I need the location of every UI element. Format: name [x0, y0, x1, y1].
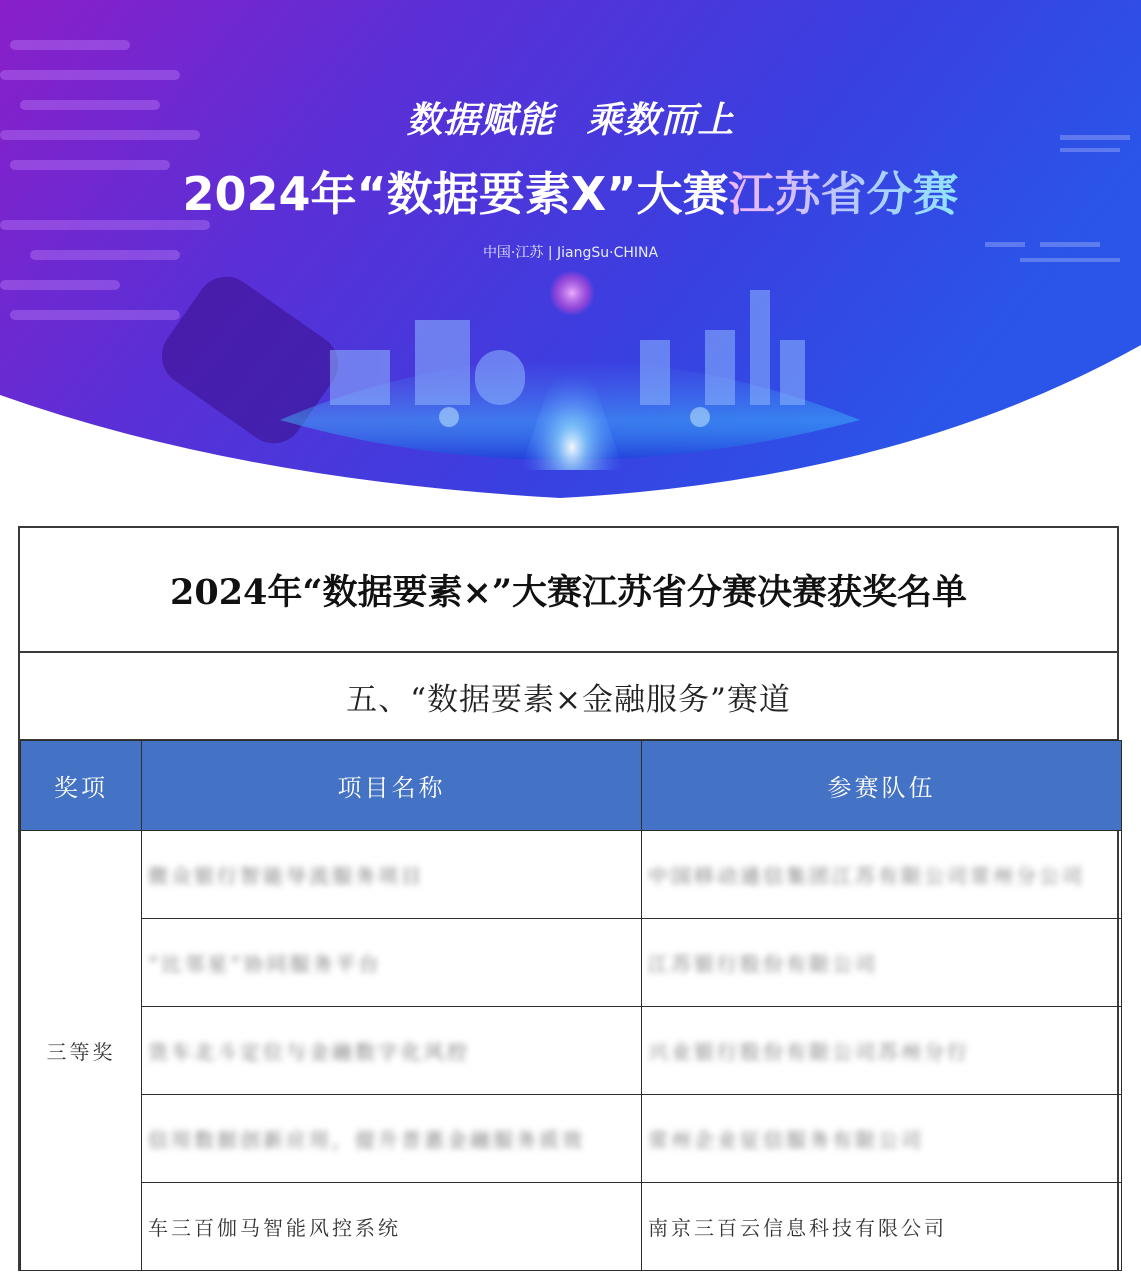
- award-level-cell: 三等奖: [21, 831, 142, 1271]
- event-title-accent: 江苏省分赛: [728, 167, 959, 221]
- project-name: 车三百伽马智能风控系统: [148, 1216, 401, 1240]
- award-table: [20, 740, 1122, 1271]
- team-name: 江苏银行股份有限公司: [648, 952, 878, 976]
- table-header-row: [21, 741, 1122, 831]
- column-header-project: 项目名称: [142, 741, 642, 831]
- event-slogan: [0, 92, 1141, 143]
- event-location: 中国·江苏 | JiangSu·CHINA: [482, 245, 659, 261]
- table-row: [21, 831, 1122, 919]
- table-row: [21, 1183, 1122, 1271]
- event-title-main: 2024年“数据要素X”大赛: [182, 167, 729, 221]
- project-name-cell: [142, 1183, 642, 1271]
- team-name: 南京三百云信息科技有限公司: [648, 1216, 947, 1240]
- project-name: 货车北斗定位与金融数字化风控: [148, 1040, 470, 1064]
- event-title: [0, 158, 1141, 224]
- team-name-cell: [642, 1095, 1122, 1183]
- project-name-cell: [142, 831, 642, 919]
- track-title: 五、“数据要素×金融服务”赛道: [20, 653, 1117, 740]
- team-name: 兴业银行股份有限公司苏州分行: [648, 1040, 970, 1064]
- team-name-cell: [642, 1007, 1122, 1095]
- project-name: 微众银行智能导流服务项目: [148, 864, 424, 888]
- column-header-award: 奖项: [21, 741, 142, 831]
- team-name: 常州企业征信服务有限公司: [648, 1128, 924, 1152]
- project-name-cell: [142, 919, 642, 1007]
- team-name-cell: [642, 919, 1122, 1007]
- document-title: 2024年“数据要素×”大赛江苏省分赛决赛获奖名单: [20, 528, 1117, 653]
- team-name-cell: [642, 1183, 1122, 1271]
- team-name-cell: [642, 831, 1122, 919]
- slogan-left: 数据赋能: [406, 100, 555, 141]
- table-row: [21, 1007, 1122, 1095]
- event-banner: [0, 0, 1141, 500]
- project-name: “比邻星”协同服务平台: [148, 952, 382, 976]
- project-name-cell: [142, 1007, 642, 1095]
- team-name: 中国移动通信集团江苏有限公司常州分公司: [648, 864, 1085, 888]
- table-row: [21, 1095, 1122, 1183]
- column-header-team: 参赛队伍: [642, 741, 1122, 831]
- award-document: [18, 526, 1119, 1271]
- slogan-right: 乘数而上: [586, 100, 735, 141]
- table-row: [21, 919, 1122, 1007]
- project-name-cell: [142, 1095, 642, 1183]
- project-name: 信用数据创新应用，提升普惠金融服务质效: [148, 1128, 585, 1152]
